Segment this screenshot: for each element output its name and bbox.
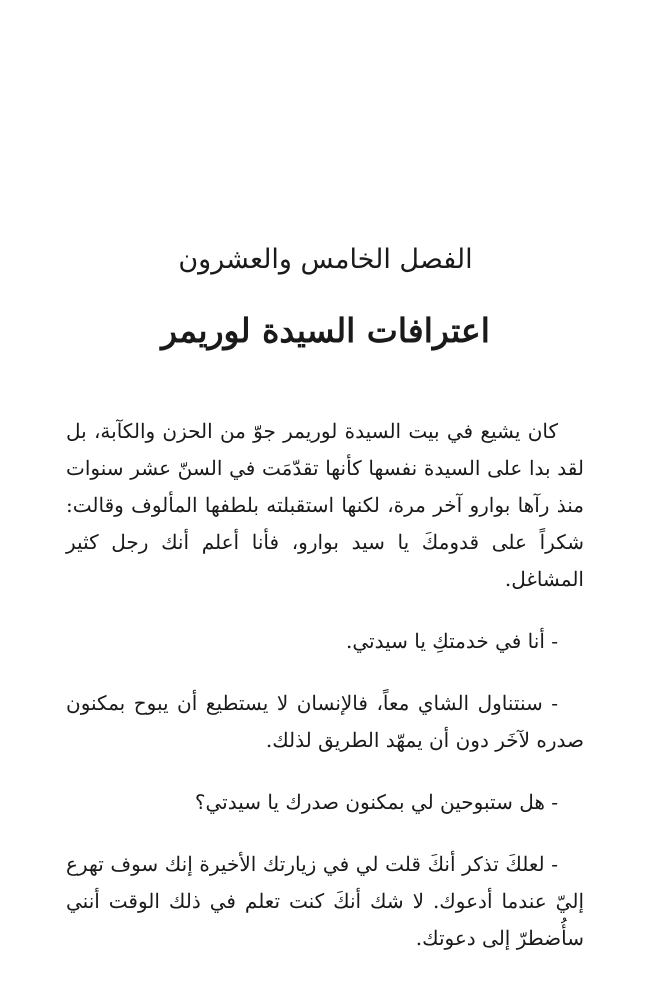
chapter-body [66, 413, 584, 982]
paragraph: كان يشيع في بيت السيدة لوريمر جوّ من الحزن والكآبة، بل لقد بدا على السيدة نفسها كأنها تقدّمَت في السنّ عشر سنوات منذ رآها بوارو آخر مرة، لكنها استقبلته بلطفها المألوف وقالت: شكراً على قدومكَ يا سيد بوارو، فأنا أعلم أنك رجل كثير المشاغل. [66, 419, 584, 591]
chapter-title-heading: اعترافات السيدة لوريمر [161, 311, 490, 350]
dialogue-line: - سنتناول الشاي معاً، فالإنسان لا يستطيع أن يبوح بمكنون صدره لآخَر دون أن يمهّد الطريق لذلك. [66, 691, 584, 752]
chapter-number-heading: الفصل الخامس والعشرون [178, 244, 473, 275]
dialogue-line: - هل ستبوحين لي بمكنون صدرك يا سيدتي؟ [194, 790, 558, 814]
dialogue-line: - لعلكَ تذكر أنكَ قلت لي في زيارتك الأخيرة إنك سوف تهرع إليّ عندما أدعوك. لا شك أنكَ كنت تعلم في ذلك الوقت أنني سأُضطرّ إلى دعوتك. [66, 852, 585, 950]
dialogue-line: - أنا في خدمتكِ يا سيدتي. [345, 629, 558, 653]
